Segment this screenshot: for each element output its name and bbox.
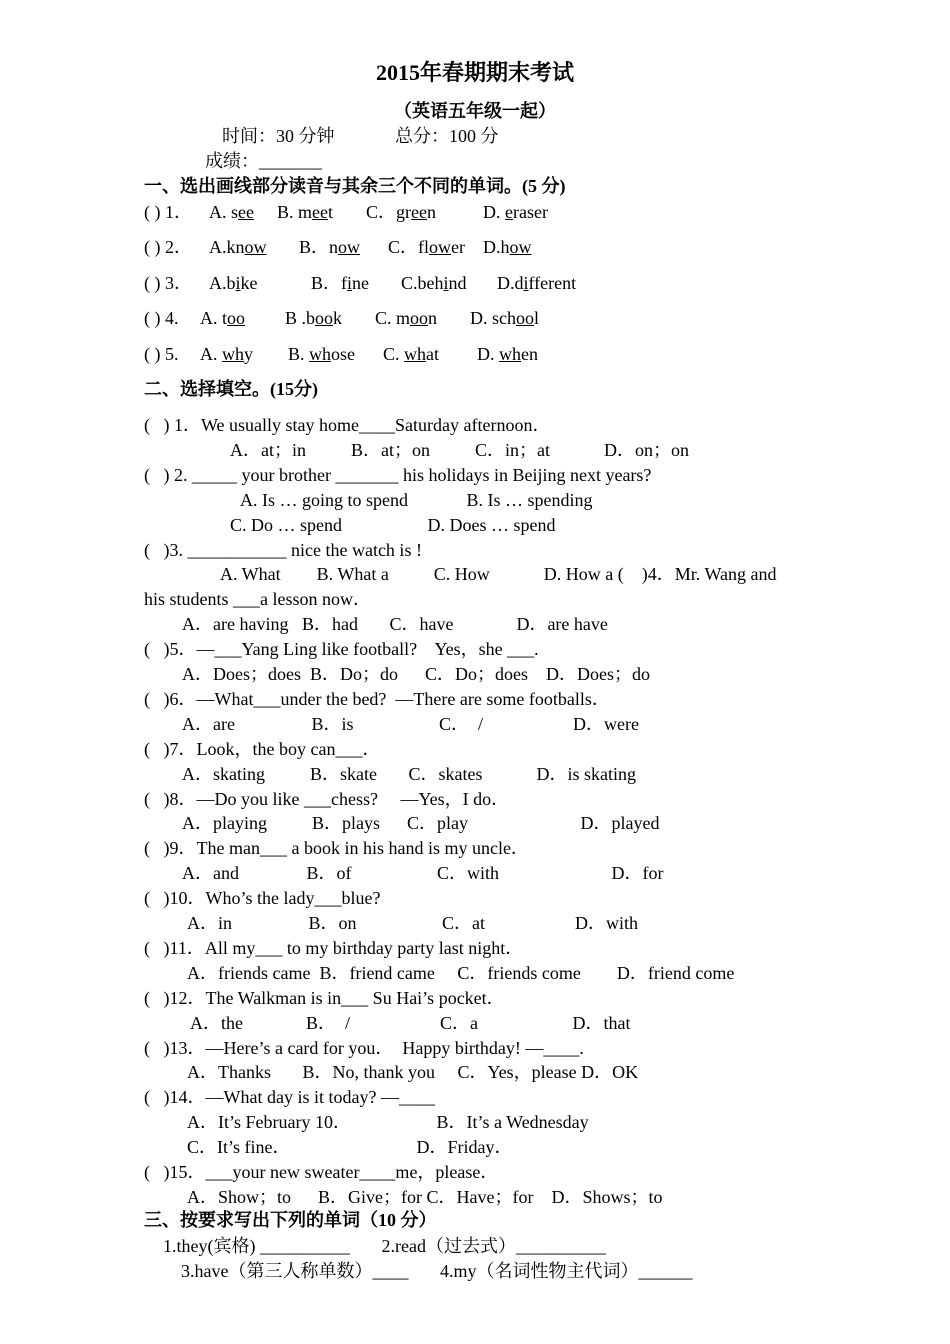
question-line: ( ) 1．We usually stay home____Saturday afternoon．: [144, 415, 551, 435]
answer-options: A．are having B．had C．have D．are have: [182, 614, 608, 635]
option-prefix: B. m: [277, 202, 313, 222]
option-prefix: D.: [477, 344, 499, 364]
underlined-letters: ow: [509, 237, 532, 257]
option-suffix: t: [328, 202, 334, 222]
option: [277, 201, 333, 223]
option: [401, 272, 467, 294]
option-suffix: ke: [240, 273, 258, 293]
question-line: ( )10．Who’s the lady___blue?: [144, 888, 381, 909]
underlined-letters: ee: [312, 202, 328, 222]
option-prefix: B．n: [299, 237, 339, 257]
question-number: ( ) 4.: [144, 308, 179, 328]
answer-options: A．It’s February 10． B．It’s a Wednesday: [187, 1112, 589, 1133]
option: [477, 343, 538, 365]
option-prefix: B.: [288, 344, 310, 364]
answer-options: A．at；in B．at；on C．in；at D．on；on: [230, 439, 689, 460]
underlined-letters: ow: [244, 237, 267, 257]
option: [470, 307, 539, 329]
answer-options: A．skating B．skate C．skates D．is skating: [182, 763, 636, 784]
word-form-line: 1.they(宾格) __________ 2.read（过去式）__________: [163, 1236, 606, 1256]
option: [497, 272, 576, 294]
option: [299, 236, 360, 258]
answer-options: A．friends came B．friend came C．friends come D．friend come: [187, 962, 735, 983]
option-prefix: D. sch: [470, 308, 516, 328]
section1-heading: 一、选出画线部分读音与其余三个不同的单词。(5 分): [144, 176, 566, 196]
answer-options: C．It’s fine． D．Friday．: [187, 1137, 513, 1158]
option-suffix: n: [426, 202, 436, 222]
underlined-letters: ee: [411, 202, 427, 222]
option: [285, 307, 342, 329]
question-line: ( ) 2. _____ your brother _______ his holidays in Beijing next years?: [144, 464, 652, 485]
option: [383, 343, 439, 365]
underlined-letters: oo: [516, 308, 534, 328]
underlined-letters: e: [505, 202, 513, 222]
option: [483, 236, 532, 258]
question-line: ( )8．—Do you like ___chess? —Yes，I do．: [144, 788, 510, 809]
underlined-letters: oo: [315, 308, 334, 328]
option-suffix: k: [333, 308, 343, 328]
underlined-letters: oo: [410, 308, 429, 328]
underlined-letters: i: [235, 273, 241, 293]
exam-total: 总分：100 分: [395, 126, 499, 146]
question-line: ( )13．—Here’s a card for you． Happy birthday! —____.: [144, 1037, 584, 1058]
option: [209, 236, 267, 258]
option: [375, 307, 437, 329]
option-prefix: B .b: [285, 308, 316, 328]
answer-options: A．and B．of C．with D．for: [182, 863, 664, 884]
word-form-line: 3.have（第三人称单数）____ 4.my（名词性物主代词）______: [181, 1261, 693, 1281]
question-line: ( )9．The man___ a book in his hand is my uncle．: [144, 838, 529, 859]
page-title: 2015年春期期末考试: [375, 60, 574, 85]
question-line: ( )5．—___Yang Ling like football? Yes，she ___.: [144, 639, 539, 660]
underlined-letters: ow: [429, 237, 452, 257]
option-prefix: D.: [483, 202, 505, 222]
underlined-letters: ee: [238, 202, 254, 222]
answer-options: A．Show；to B．Give；for C．Have；for D．Shows；to: [187, 1186, 663, 1207]
option-suffix: raser: [513, 202, 548, 222]
question-line: ( )11．All my___ to my birthday party last night．: [144, 937, 524, 958]
answer-options: A. What B. What a C. How D. How a ( )4．Mr. Wang and: [220, 564, 777, 585]
option-suffix: ne: [352, 273, 370, 293]
option-prefix: A.b: [209, 273, 236, 293]
option-suffix: l: [534, 308, 540, 328]
option-suffix: ose: [331, 344, 356, 364]
option-prefix: A.: [200, 344, 222, 364]
option-prefix: C.beh: [401, 273, 444, 293]
option: [209, 201, 254, 223]
answer-options: A．Does；does B．Do；do C．Do；does D．Does；do: [182, 664, 650, 684]
option-suffix: n: [428, 308, 438, 328]
option-prefix: C.: [383, 344, 405, 364]
underlined-letters: i: [347, 273, 353, 293]
question-line: ( )14．—What day is it today? —____: [144, 1087, 435, 1108]
underlined-letters: wh: [404, 344, 427, 364]
exam-time: 时间：30 分钟: [222, 126, 335, 146]
option: [366, 201, 436, 223]
question-line: ( )12．The Walkman is in___ Su Hai’s pocket．: [144, 987, 505, 1008]
option-prefix: C．gr: [366, 202, 411, 222]
answer-options: A．in B．on C．at D．with: [187, 913, 639, 933]
question-number: ( ) 2．: [144, 237, 192, 257]
answer-options: his students ___a lesson now．: [144, 589, 371, 610]
question-line: ( )7．Look，the boy can___．: [144, 738, 381, 759]
answer-options: A．the B． / C．a D．that: [190, 1012, 631, 1033]
question-number: ( ) 3．: [144, 273, 192, 293]
option: [288, 343, 355, 365]
option-prefix: B．f: [311, 273, 347, 293]
underlined-letters: i: [523, 273, 529, 293]
option: [209, 272, 258, 294]
underlined-letters: ow: [338, 237, 361, 257]
page-subtitle: （英语五年级一起）: [394, 101, 556, 121]
option-suffix: en: [521, 344, 538, 364]
option: [200, 343, 253, 365]
question-line: ( )15．___your new sweater____me，please．: [144, 1162, 499, 1182]
option-suffix: er: [451, 237, 465, 257]
answer-options: A．Thanks B．No, thank you C．Yes，please D．OK: [187, 1062, 639, 1083]
option-suffix: nd: [448, 273, 467, 293]
option: [483, 201, 548, 223]
answer-options: A．are B．is C． / D．were: [182, 713, 639, 734]
option: [200, 307, 245, 329]
option-suffix: at: [426, 344, 440, 364]
question-number: ( ) 1．: [144, 202, 192, 222]
option: [388, 236, 465, 258]
exam-score: 成绩：_______: [205, 151, 322, 171]
underlined-letters: i: [443, 273, 449, 293]
question-number: ( ) 5.: [144, 344, 179, 364]
answer-options: C. Do … spend D. Does … spend: [230, 514, 556, 535]
underlined-letters: wh: [309, 344, 332, 364]
question-line: ( )3. ___________ nice the watch is !: [144, 539, 422, 560]
section2-heading: 二、选择填空。(15分): [144, 379, 318, 399]
option-prefix: C．fl: [388, 237, 430, 257]
option-prefix: D.d: [497, 273, 524, 293]
answer-options: A. Is … going to spend B. Is … spending: [240, 489, 593, 510]
option-prefix: C. m: [375, 308, 411, 328]
question-line: ( )6．—What___under the bed? —There are some footballs．: [144, 688, 610, 709]
underlined-letters: wh: [222, 344, 244, 364]
option-suffix: fferent: [528, 273, 577, 293]
option: [311, 272, 369, 294]
answer-options: A．playing B．plays C．play D．played: [182, 813, 660, 834]
option-prefix: A.kn: [209, 237, 245, 257]
underlined-letters: oo: [227, 308, 245, 328]
option-prefix: A. t: [200, 308, 227, 328]
section3-heading: 三、按要求写出下列的单词（10 分）: [144, 1210, 437, 1230]
underlined-letters: wh: [499, 344, 521, 364]
option-suffix: y: [244, 344, 253, 364]
option-prefix: D.h: [483, 237, 510, 257]
option-prefix: A. s: [209, 202, 239, 222]
